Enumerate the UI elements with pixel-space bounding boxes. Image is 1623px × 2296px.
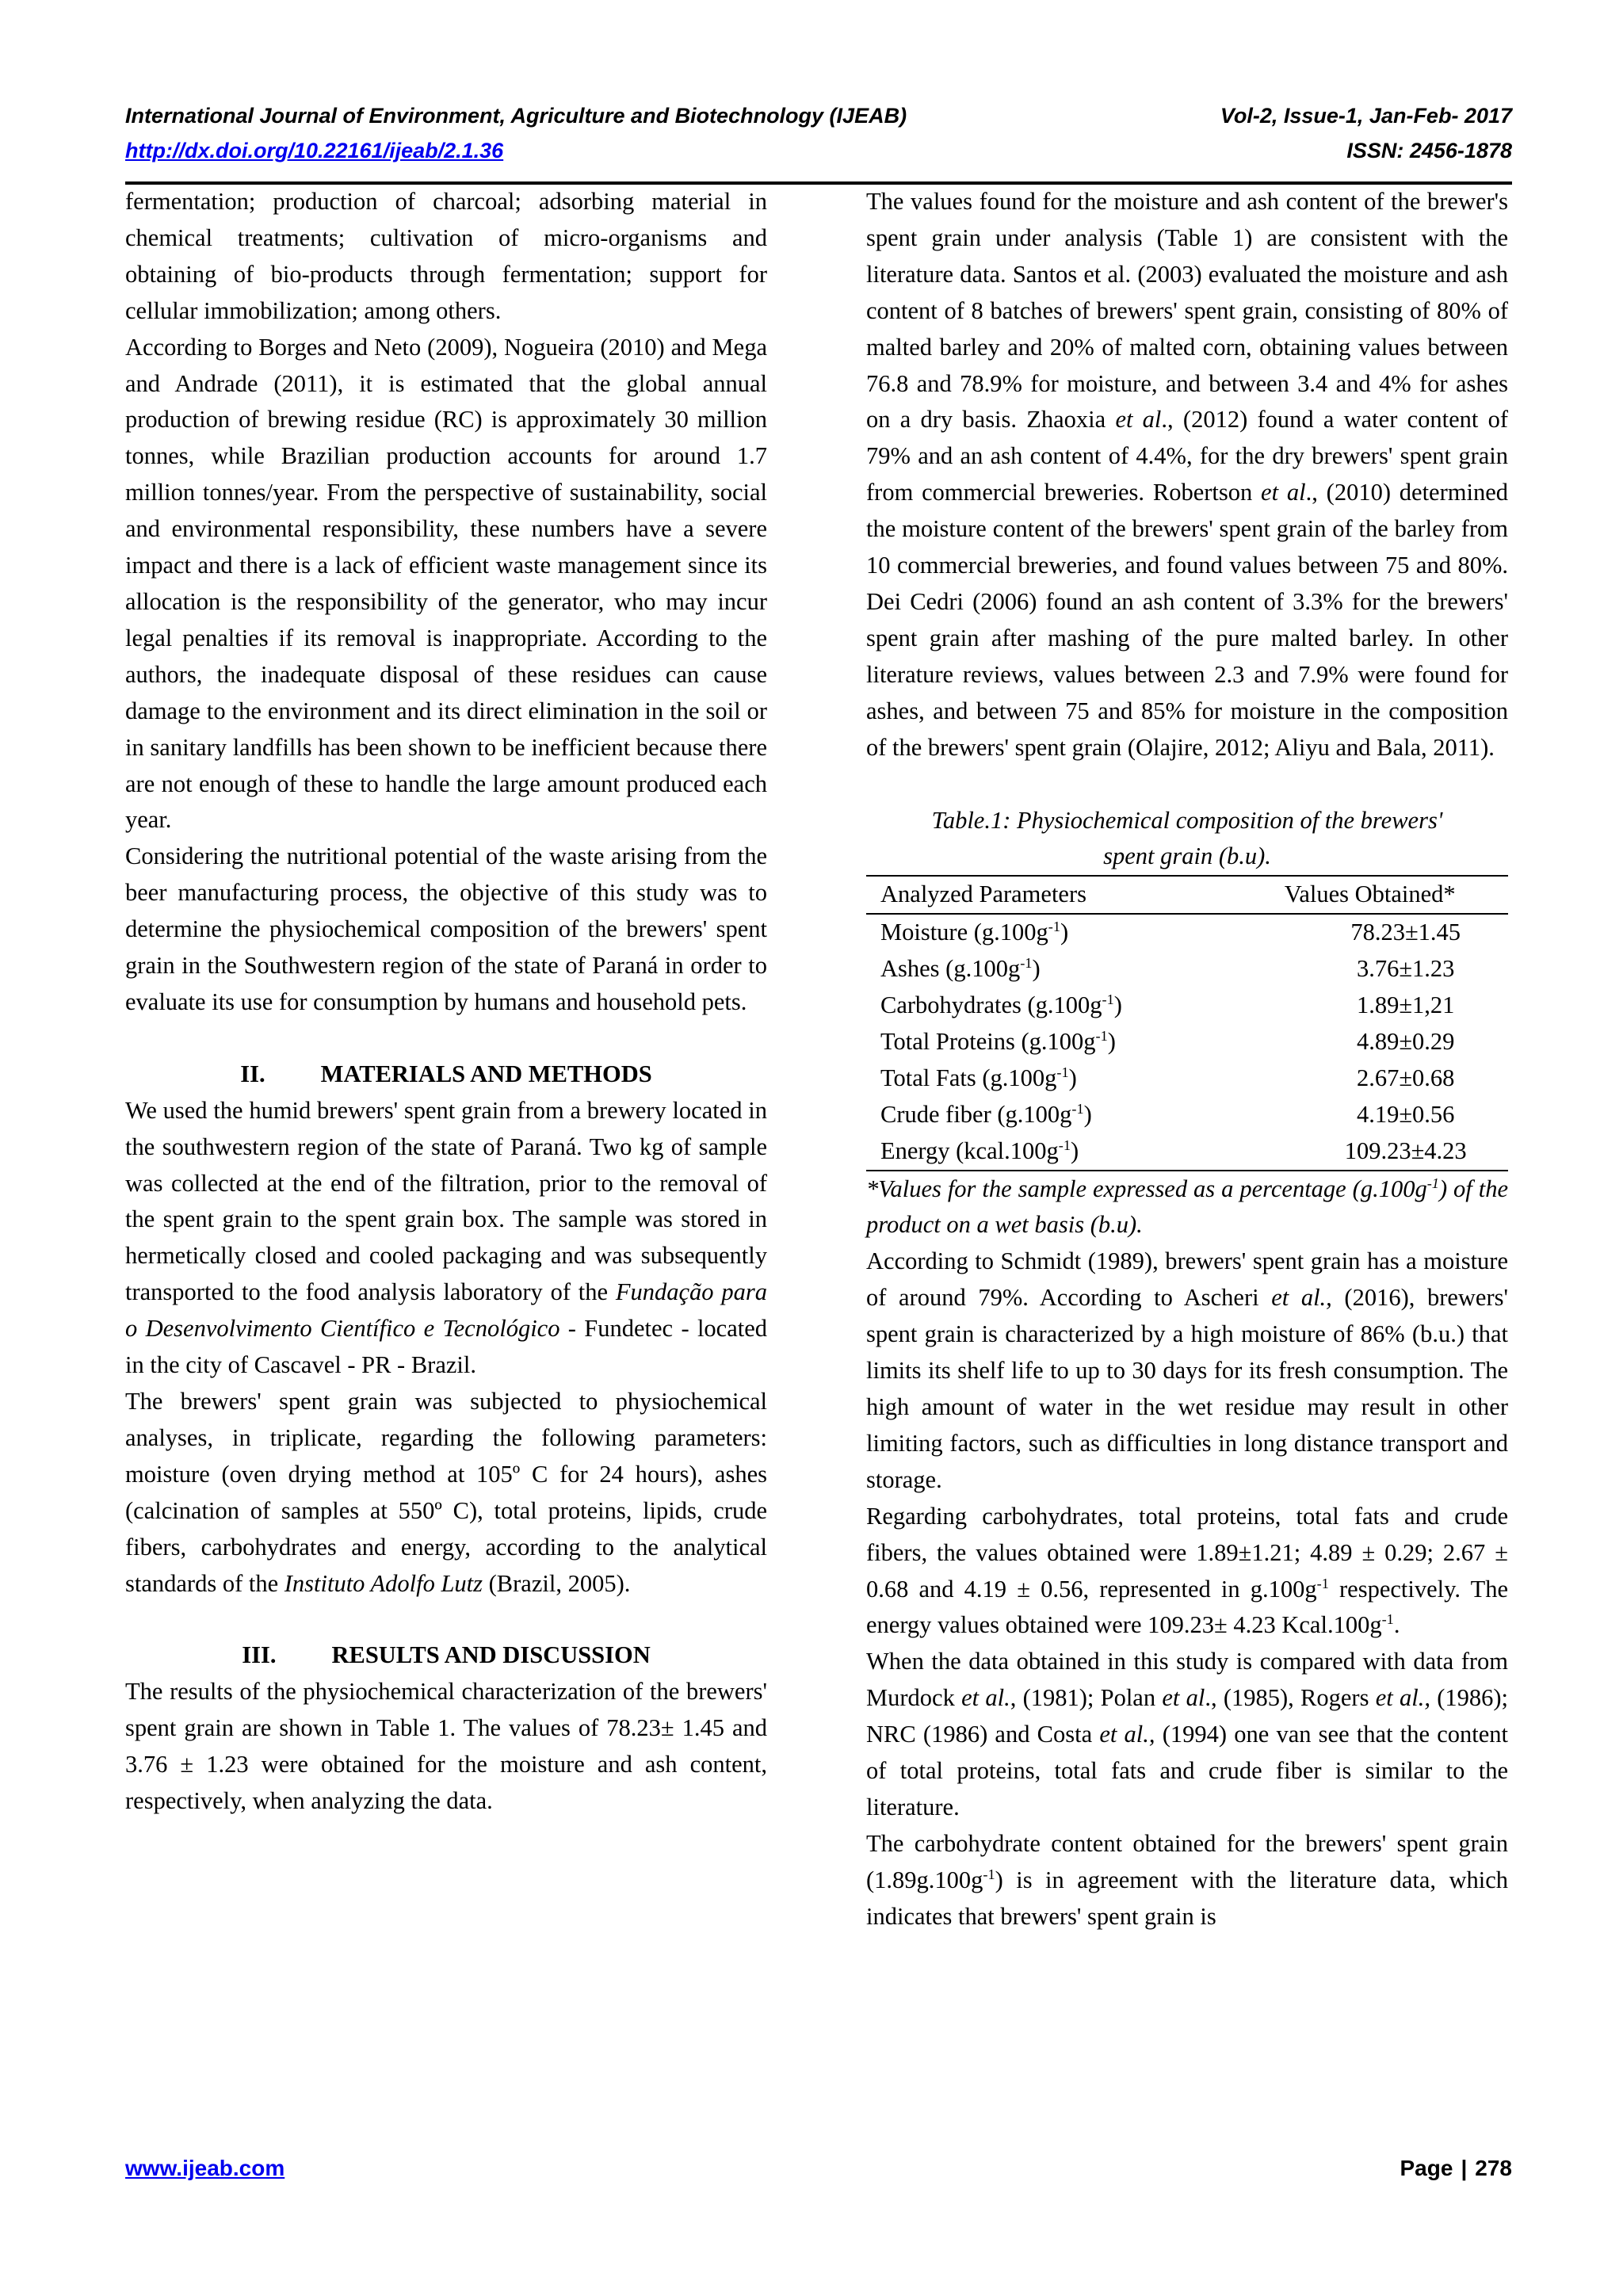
paragraph: The brewers' spent grain was subjected to physiochemical analyses, in triplicate, regarding the following parameters: moisture (oven drying method at 105º C for 24 hours), ashes (calcination of samples at 550º C), total proteins, lipids, crude fibers, carbohydrates and energy, according to the analytical standards of the Instituto Adolfo Lutz (Brazil, 2005).	[125, 1388, 767, 1597]
section-heading-results	[125, 1637, 767, 1674]
volume-info: Vol-2, Issue-1, Jan-Feb- 2017	[1220, 104, 1512, 128]
page-header	[125, 98, 1512, 168]
table-row: Total Fats $(g.100g^{-1})$ 2.67±0.68	[880, 1064, 1455, 1091]
table-row: Crude fiber $(g.100g^{-1})$ 4.19±0.56	[880, 1100, 1455, 1128]
page-number: 278	[1475, 2156, 1512, 2180]
right-column	[866, 184, 1508, 1935]
paragraph: According to Borges and Neto (2009), Nogueira (2010) and Mega and Andrade (2011), it is estimated that the global annual production of brewing residue (RC) is approximately 30 million tonnes, while Brazilian production accounts for around 1.7 million tonnes/year. From the perspective of sustainability, social and environmental responsibility, these numbers have a severe impact and there is a lack of efficient waste management since its allocation is the responsibility of the generator, who may incur legal penalties if its removal is inappropriate. According to the authors, the inadequate disposal of these residues can cause damage to the environment and its direct elimination in the soil or in sanitary landfills has been shown to be inefficient because there are not enough of these to handle the large amount produced each year.	[125, 333, 767, 834]
composition-table	[866, 875, 1508, 1171]
page-footer	[125, 2156, 1512, 2181]
doi-link[interactable]: http://dx.doi.org/10.22161/ijeab/2.1.36	[125, 139, 504, 162]
website-link[interactable]: www.ijeab.com	[125, 2156, 285, 2180]
page-indicator: Page | 278	[1400, 2156, 1512, 2180]
table-row: Energy $(kcal.100g^{-1})$ 109.23±4.23	[866, 1133, 1508, 1171]
section-number: II.	[240, 1060, 265, 1087]
table-row: Moisture $(g.100g^{-1})$ 78.23±1.45	[880, 919, 1461, 946]
section-number: III.	[242, 1641, 277, 1669]
paragraph: Considering the nutritional potential of the waste arising from the beer manufacturing process, the objective of this study was to determine the physiochemical composition of the brewers' spent grain in the Southwestern region of the state of Paraná in order to evaluate its use for consumption by humans and household pets.	[125, 842, 767, 1015]
table-row: Carbohydrates $(g.100g^{-1})$ 1.89±1,21	[880, 991, 1455, 1019]
paragraph: Regarding carbohydrates, total proteins, total fats and crude fibers, the values obtained were 1.89±1.21; 4.89 ± 0.29; 2.67 ± 0.68 and 4.19 ± 0.56, represented in $g.100g^{-1}$ respectively. The energy values obtained were 109.23± 4.23 $Kcal.100g^{-1}$.	[866, 1502, 1509, 1639]
paragraph: fermentation; production of charcoal; adsorbing material in chemical treatments; cultivation of micro-organisms and obtaining of bio-products through fermentation; support for cellular immobilization; among others.	[125, 188, 767, 324]
paragraph: According to Schmidt (1989), brewers' spent grain has a moisture of around 79%. According to Ascheri et al., (2016), brewers' spent grain is characterized by a high moisture of 86% (b.u.) that limits its shelf life to up to 30 days for its fresh consumption. The high amount of water in the wet residue may result in other limiting factors, such as difficulties in long distance transport and storage.	[866, 1247, 1508, 1493]
column-header-parameter: Analyzed Parameters	[880, 881, 1086, 908]
paragraph: The results of the physiochemical characterization of the brewers' spent grain are shown in Table 1. The values of 78.23± 1.45 and 3.76 ± 1.23 were obtained for the moisture and ash content, respectively, when analyzing the data.	[125, 1678, 767, 1815]
table-row: Total Proteins $(g.100g^{-1})$ 4.89±0.29	[880, 1027, 1455, 1055]
section-title: MATERIALS AND METHODS	[320, 1060, 652, 1087]
left-column	[125, 184, 767, 1820]
paragraph: The values found for the moisture and ash content of the brewer's spent grain under analysis (Table 1) are consistent with the literature data. Santos et al. (2003) evaluated the moisture and ash content of 8 batches of brewers' spent grain, consisting of 80% of malted barley and 20% of malted corn, obtaining values between 76.8 and 78.9% for moisture, and between 3.4 and 4% for ashes on a dry basis. Zhaoxia et al., (2012) found a water content of 79% and an ash content of 4.4%, for the dry brewers' spent grain from commercial breweries. Robertson et al., (2010) determined the moisture content of the brewers' spent grain of the barley from 10 commercial breweries, and found values between 75 and 80%. Dei Cedri (2006) found an ash content of 3.3% for the brewers' spent grain after mashing of the pure malted barley. In other literature reviews, values between 2.3 and 7.9% were found for ashes, and between 75 and 85% for moisture in the composition of the brewers' spent grain (Olajire, 2012; Aliyu and Bala, 2011).	[866, 188, 1509, 761]
issn: ISSN: 2456-1878	[1346, 139, 1512, 162]
journal-title: International Journal of Environment, Agriculture and Biotechnology (IJEAB)	[125, 104, 907, 128]
column-header-value: Values Obtained*	[1284, 881, 1456, 908]
paragraph: The carbohydrate content obtained for the brewers' spent grain $(1.89g.100g^{-1})$ is in agreement with the literature data, which indicates that brewers' spent grain is	[866, 1829, 1508, 1930]
section-title: RESULTS AND DISCUSSION	[331, 1641, 651, 1669]
table-header-row	[866, 876, 1508, 914]
table-footnote: *Values for the sample expressed as a percentage $(g.100g^{-1})$ of the product on a wet basis (b.u).	[866, 1175, 1508, 1239]
paragraph: We used the humid brewers' spent grain from a brewery located in the southwestern region of the state of Paraná. Two kg of sample was collected at the end of the filtration, prior to the removal of the spent grain to the spent grain box. The sample was stored in hermetically closed and cooled packaging and was subsequently transported to the food analysis laboratory of the Fundação para o Desenvolvimento Científico e Tecnológico - Fundetec - located in the city of Cascavel - PR - Brazil.	[125, 1096, 767, 1379]
table-caption: Table.1: Physiochemical composition of the brewers' spent grain (b.u).	[931, 806, 1443, 870]
paragraph: When the data obtained in this study is compared with data from Murdock et al., (1981); Polan et al., (1985), Rogers et al., (1986); NRC (1986) and Costa et al., (1994) one van see that the content of total proteins, total fats and crude fiber is similar to the literature.	[866, 1648, 1508, 1820]
section-heading-materials	[125, 1056, 767, 1093]
table-row: Ashes $(g.100g^{-1})$ 3.76±1.23	[880, 954, 1455, 983]
